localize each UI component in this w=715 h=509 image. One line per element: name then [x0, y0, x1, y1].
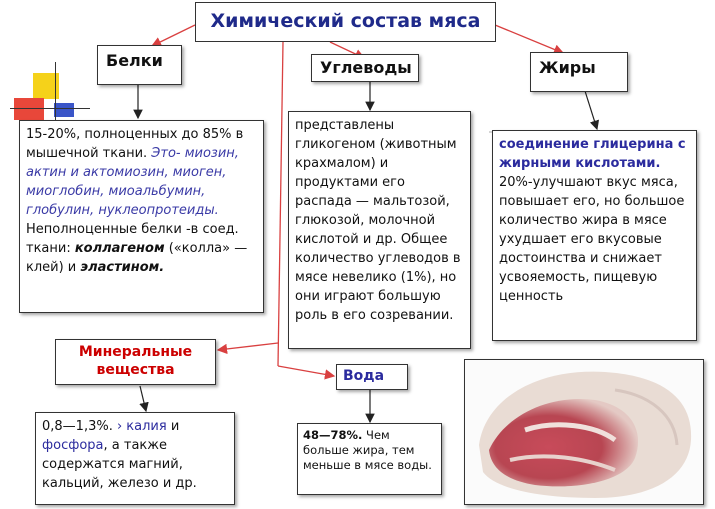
- phosphorus-term: фосфора: [42, 438, 104, 453]
- proteins-part2-b: («колла» — клей) и: [26, 241, 248, 275]
- carbs-header-box: [311, 54, 419, 82]
- minerals-header-box: [55, 339, 216, 385]
- minerals-text-c: , а также содержатся магний, кальций, железо и др.: [42, 438, 197, 491]
- arrow-fats-down: [585, 91, 597, 129]
- proteins-italic-list: Это- миозин, актин и актомиозин, миоген, миоглобин, миоальбумин, глобулин, нуклеопротеиды.: [26, 146, 239, 218]
- red-vertical-line: [278, 42, 283, 366]
- water-content-box: [297, 423, 442, 495]
- fats-text: 20%-улучшают вкус мяса, повышает его, но большое количество жира в мясе ухудшает его вкусовые достоинства и снижает усвояемость, пищевую ценность: [499, 175, 685, 304]
- proteins-content-box: [19, 120, 264, 313]
- fats-subheader: соединение глицерина с жирными кислотами.: [499, 137, 686, 171]
- minerals-header: Минеральные вещества: [78, 344, 193, 378]
- meat-image-frame: [464, 359, 704, 505]
- water-header: Вода: [343, 368, 385, 384]
- page-title: Химический состав мяса: [210, 10, 481, 32]
- arrow-to-minerals: [218, 343, 278, 350]
- proteins-header: Белки: [106, 51, 163, 70]
- potassium-term: калия: [122, 419, 167, 434]
- proteins-line1: 15-20%, полноценных до 85% в мышечной ткани.: [26, 127, 244, 161]
- minerals-arrow: ›: [116, 419, 123, 434]
- water-header-box: [336, 364, 408, 390]
- elastin-term: эластином.: [80, 260, 165, 275]
- carbs-content-box: [288, 111, 471, 349]
- meat-image: [465, 360, 703, 504]
- minerals-content-box: [35, 412, 235, 505]
- title-box: [195, 2, 496, 42]
- arrow-title-to-fats: [495, 25, 563, 53]
- proteins-header-box: [97, 45, 182, 85]
- fats-header: Жиры: [539, 58, 596, 77]
- carbs-text: представлены гликогеном (животным крахмалом) и продуктами его распада — мальтозой, глюкозой, молочной кислотой и др. Общее количество углеводов в мясе невелико (1%), но они играют большую роль в его созревании.: [295, 118, 461, 323]
- arrow-minerals-down: [140, 386, 146, 411]
- water-text: Чем больше жира, тем меньше в мясе воды.: [303, 428, 432, 472]
- carbs-header: Углеводы: [320, 58, 412, 77]
- minerals-text-b: и: [166, 419, 180, 434]
- arrow-to-water: [278, 366, 334, 376]
- arrow-title-to-proteins: [152, 25, 195, 46]
- water-pct: 48—78%.: [303, 428, 363, 442]
- fats-header-box: [530, 52, 628, 92]
- collagen-term: коллагеном: [74, 241, 165, 256]
- proteins-part2-a: Неполноценные белки -в соед. ткани:: [26, 222, 239, 256]
- minerals-text-a: 0,8—1,3%.: [42, 419, 117, 434]
- fats-content-box: [492, 130, 697, 341]
